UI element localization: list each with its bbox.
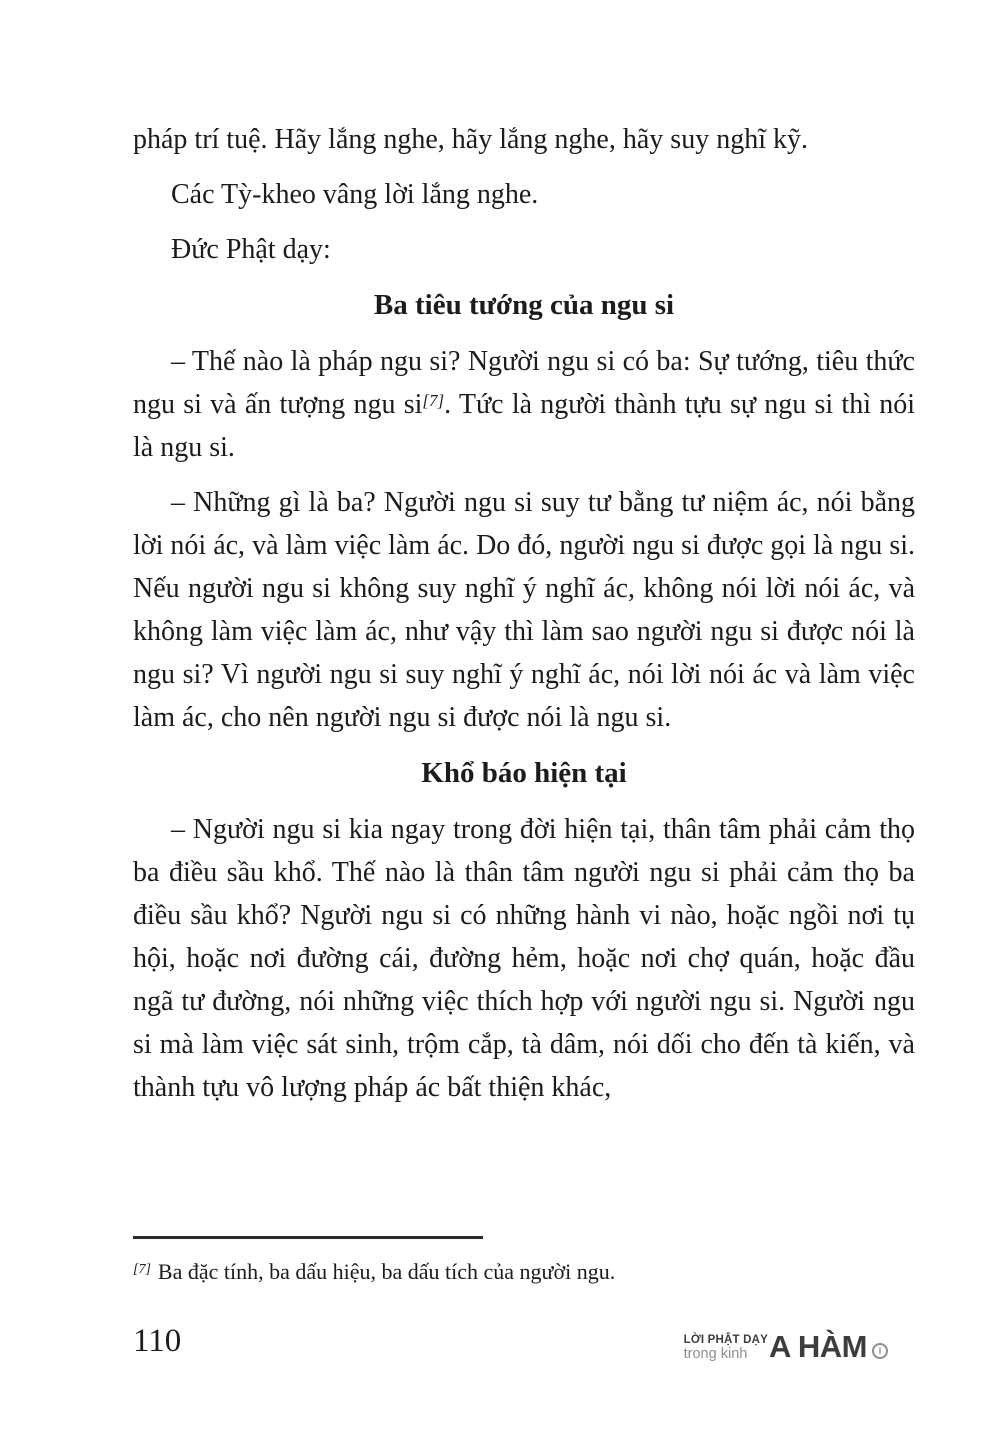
section-heading-present-suffering: Khổ báo hiện tại	[421, 757, 627, 789]
paragraph-what-is-foolish	[133, 340, 915, 469]
publisher-logo	[684, 1331, 888, 1362]
volume-badge-icon: I	[872, 1343, 888, 1359]
footnote-marker: [7]	[133, 1262, 151, 1277]
paragraph-text: – Thế nào là pháp ngu si? Người ngu si có ba: Sự tướng, tiêu thức ngu si và ấn tượng ngu si	[133, 346, 915, 420]
section-heading-three-marks: Ba tiêu tướng của ngu si	[373, 289, 675, 321]
page-number: 110	[133, 1323, 182, 1359]
paragraph-continuation: pháp trí tuệ. Hãy lắng nghe, hãy lắng nghe, hãy suy nghĩ kỹ.	[133, 124, 808, 155]
footnote-divider	[133, 1236, 483, 1239]
footnote-area	[133, 1236, 915, 1286]
footnote	[133, 1256, 915, 1286]
paragraph-monks-listen: Các Tỳ-kheo vâng lời lắng nghe.	[171, 179, 539, 210]
footnote-ref-7: [7]	[422, 391, 445, 410]
logo-title: A HÀM	[769, 1329, 867, 1364]
paragraph-text: . Tức là người thành tựu sự ngu si thì nói là ngu si.	[133, 389, 915, 463]
paragraph-present-life: – Người ngu si kia ngay trong đời hiện tại, thân tâm phải cảm thọ ba điều sầu khổ. Thế nào là thân tâm người ngu si phải cảm thọ ba điều sầu khổ? Người ngu si có những hành vi nào, hoặc ngồi nơi tụ hội, hoặc nơi đường cái, đường hẻm, hoặc nơi chợ quán, hoặc đầu ngã tư đường, nói những việc thích hợp với người ngu si. Người ngu si mà làm việc sát sinh, trộm cắp, tà dâm, nói dối cho đến tà kiến, và thành tựu vô lượng pháp ác bất thiện khác,	[133, 814, 915, 1103]
logo-tagline-top: LỜI PHẬT DẠY	[683, 1334, 769, 1346]
body-text	[133, 118, 915, 1121]
footnote-text: Ba đặc tính, ba dấu hiệu, ba dấu tích của người ngu.	[157, 1259, 616, 1284]
paragraph-buddha-teaches: Đức Phật dạy:	[171, 234, 331, 265]
paragraph-what-are-three: – Những gì là ba? Người ngu si suy tư bằng tư niệm ác, nói bằng lời nói ác, và làm việc làm ác. Do đó, người ngu si được gọi là ngu si. Nếu người ngu si không suy nghĩ ý nghĩ ác, không nói lời nói ác, và không làm việc làm ác, như vậy thì làm sao người ngu si được nói là ngu si? Vì người ngu si suy nghĩ ý nghĩ ác, nói lời nói ác và làm việc làm ác, cho nên người ngu si được nói là ngu si.	[133, 487, 915, 733]
logo-tagline	[684, 1331, 768, 1362]
logo-tagline-bottom: trong kinh	[683, 1346, 748, 1362]
